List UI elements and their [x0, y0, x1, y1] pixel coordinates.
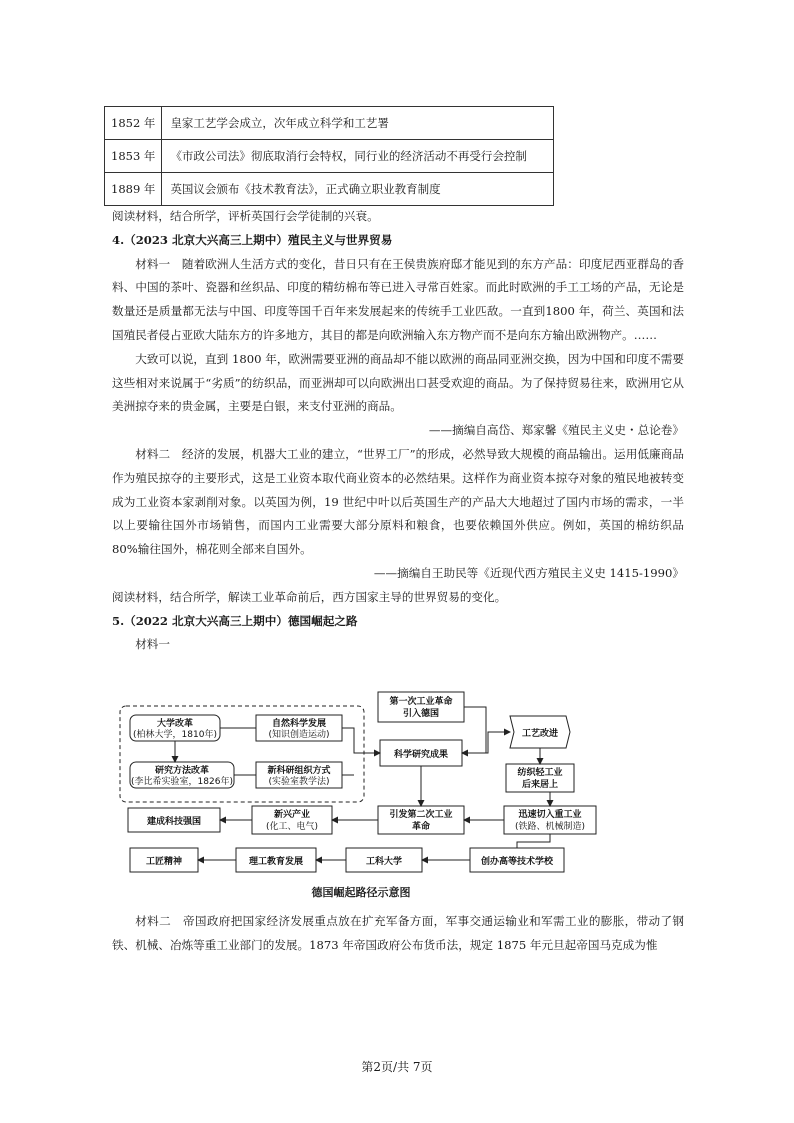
svg-text:纺织轻工业: 纺织轻工业	[517, 768, 563, 778]
q4-prompt: 阅读材料，结合所学，解读工业革命前后，西方国家主导的世界贸易的变化。	[112, 589, 507, 604]
timeline-table	[104, 106, 554, 206]
svg-text:(李比希实验室，1826年): (李比希实验室，1826年)	[131, 777, 233, 787]
table-year: 1889 年	[105, 173, 162, 206]
node-sci-eng-education	[236, 848, 316, 872]
node-heavy-industry	[504, 806, 596, 834]
node-new-research-org	[256, 762, 342, 788]
svg-text:引发第二次工业: 引发第二次工业	[389, 810, 453, 820]
node-research-results	[380, 740, 462, 766]
node-tech-power	[128, 808, 220, 832]
germany-rise-diagram	[118, 686, 604, 882]
q4-material1-source: ——摘编自高岱、郑家馨《殖民主义史・总论卷》	[428, 423, 684, 438]
svg-text:大学改革: 大学改革	[156, 719, 194, 729]
table-row	[105, 173, 554, 206]
node-emerging-industries	[252, 806, 332, 834]
svg-text:革命: 革命	[411, 822, 431, 832]
svg-text:第一次工业革命: 第一次工业革命	[389, 697, 453, 707]
q5-material1-label: 材料一	[135, 637, 170, 652]
table-year: 1853 年	[105, 140, 162, 173]
svg-text:迅速切入重工业: 迅速切入重工业	[518, 810, 582, 820]
svg-text:研究方法改革: 研究方法改革	[154, 766, 210, 776]
node-university-reform	[130, 715, 220, 741]
q4-heading: 4.（2023 北京大兴高三上期中）殖民主义与世界贸易	[112, 232, 393, 247]
node-method-reform	[130, 762, 234, 788]
q4-material2-source: ——摘编自王助民等《近现代西方殖民主义史 1415-1990》	[373, 565, 684, 580]
table-row	[105, 107, 554, 140]
q4-material2-para: 材料二 经济的发展，机器大工业的建立，“世界工厂”的形成，必然导致大规模的商品输出。运用低廉商品作为殖民掠夺的主要形式，这是工业资本取代商业资本的必然结果。这样作为商业资本掠夺对象的殖民地被转变成为工业资本家剥削对象。以英国为例，19 世纪中叶以后英国生产的产品大大地超过了国内市场的需求，一半以上要输往国外市场销售，而国内工业需要大部分原料和粮食，也要依赖国外供应。例如，英国的棉纺织品 80%输往国外，棉花则全部来自国外。	[112, 446, 684, 557]
svg-text:工科大学: 工科大学	[365, 857, 403, 867]
table-event: 皇家工艺学会成立，次年成立科学和工艺署	[162, 107, 554, 140]
node-tech-university	[346, 848, 422, 872]
svg-text:工匠精神: 工匠精神	[145, 857, 183, 867]
node-second-industrial-revolution	[378, 806, 464, 834]
node-higher-tech-schools	[470, 848, 564, 872]
svg-text:新兴产业: 新兴产业	[273, 810, 311, 820]
node-craft-improvement	[510, 716, 570, 748]
q5-material2-block	[112, 910, 684, 958]
diagram-caption: 德国崛起路径示意图	[311, 886, 411, 899]
svg-text:(实验室教学法): (实验室教学法)	[268, 777, 330, 787]
svg-text:引入德国: 引入德国	[402, 709, 440, 719]
q5-heading: 5.（2022 北京大兴高三上期中）德国崛起之路	[112, 613, 358, 628]
node-textile-light-industry	[506, 764, 574, 792]
q3-prompt: 阅读材料，结合所学，评析英国行会学徒制的兴衰。	[112, 209, 379, 223]
table-event: 《市政公司法》彻底取消行会特权，同行业的经济活动不再受行会控制	[162, 140, 554, 173]
svg-text:自然科学发展: 自然科学发展	[271, 719, 327, 729]
svg-text:工艺改进: 工艺改进	[521, 729, 559, 739]
q4-material1-para1: 材料一 随着欧洲人生活方式的变化，昔日只有在王侯贵族府邸才能见到的东方产品：印度尼西亚群岛的香料、中国的茶叶、瓷器和丝织品、印度的精纺棉布等已进入寻常百姓家。而此时欧洲的手工工场的产品，无论是数量还是质量都无法与中国、印度等国千百年来发展起来的传统手工业匹敌。一直到1800 年，荷兰、英国和法国殖民者侵占亚欧大陆东方的许多地方，其目的都是向欧洲输入东方物产而不是向东方输出欧洲物产。……	[112, 256, 684, 342]
svg-text:新科研组织方式: 新科研组织方式	[267, 766, 331, 776]
node-first-industrial-revolution	[378, 692, 464, 722]
svg-text:建成科技强国: 建成科技强国	[146, 817, 202, 827]
q5-material2-para: 材料二 帝国政府把国家经济发展重点放在扩充军备方面，军事交通运输业和军需工业的膨胀，带动了钢铁、机械、冶炼等重工业部门的发展。1873 年帝国政府公布货币法，规定 1875 年元旦起帝国马克成为惟	[112, 914, 684, 952]
svg-text:(化工、电气): (化工、电气)	[265, 822, 319, 832]
table-event: 英国议会颁布《技术教育法》，正式确立职业教育制度	[162, 173, 554, 206]
svg-text:科学研究成果: 科学研究成果	[393, 750, 449, 760]
table-year: 1852 年	[105, 107, 162, 140]
svg-text:创办高等技术学校: 创办高等技术学校	[480, 857, 554, 867]
svg-text:(知识创造运动): (知识创造运动)	[268, 730, 330, 740]
q4-material1-para2: 大致可以说，直到 1800 年，欧洲需要亚洲的商品却不能以欧洲的商品同亚洲交换，因为中国和印度不需要这些相对来说属于“劣质”的纺织品，而亚洲却可以向欧洲出口甚受欢迎的商品。为了保持贸易往来，欧洲用它从美洲掠夺来的贵金属，主要是白银，来支付亚洲的商品。	[112, 351, 684, 414]
table-row	[105, 140, 554, 173]
svg-text:理工教育发展: 理工教育发展	[248, 857, 304, 867]
question-text-block	[112, 205, 684, 657]
node-craftsman-spirit	[130, 848, 198, 872]
svg-text:后来居上: 后来居上	[521, 780, 559, 790]
node-natural-science	[256, 715, 342, 741]
svg-text:(铁路、机械制造): (铁路、机械制造)	[514, 822, 586, 832]
page-footer: 第2页/共 7页	[361, 1060, 433, 1074]
svg-text:(柏林大学，1810年): (柏林大学，1810年)	[133, 730, 217, 740]
